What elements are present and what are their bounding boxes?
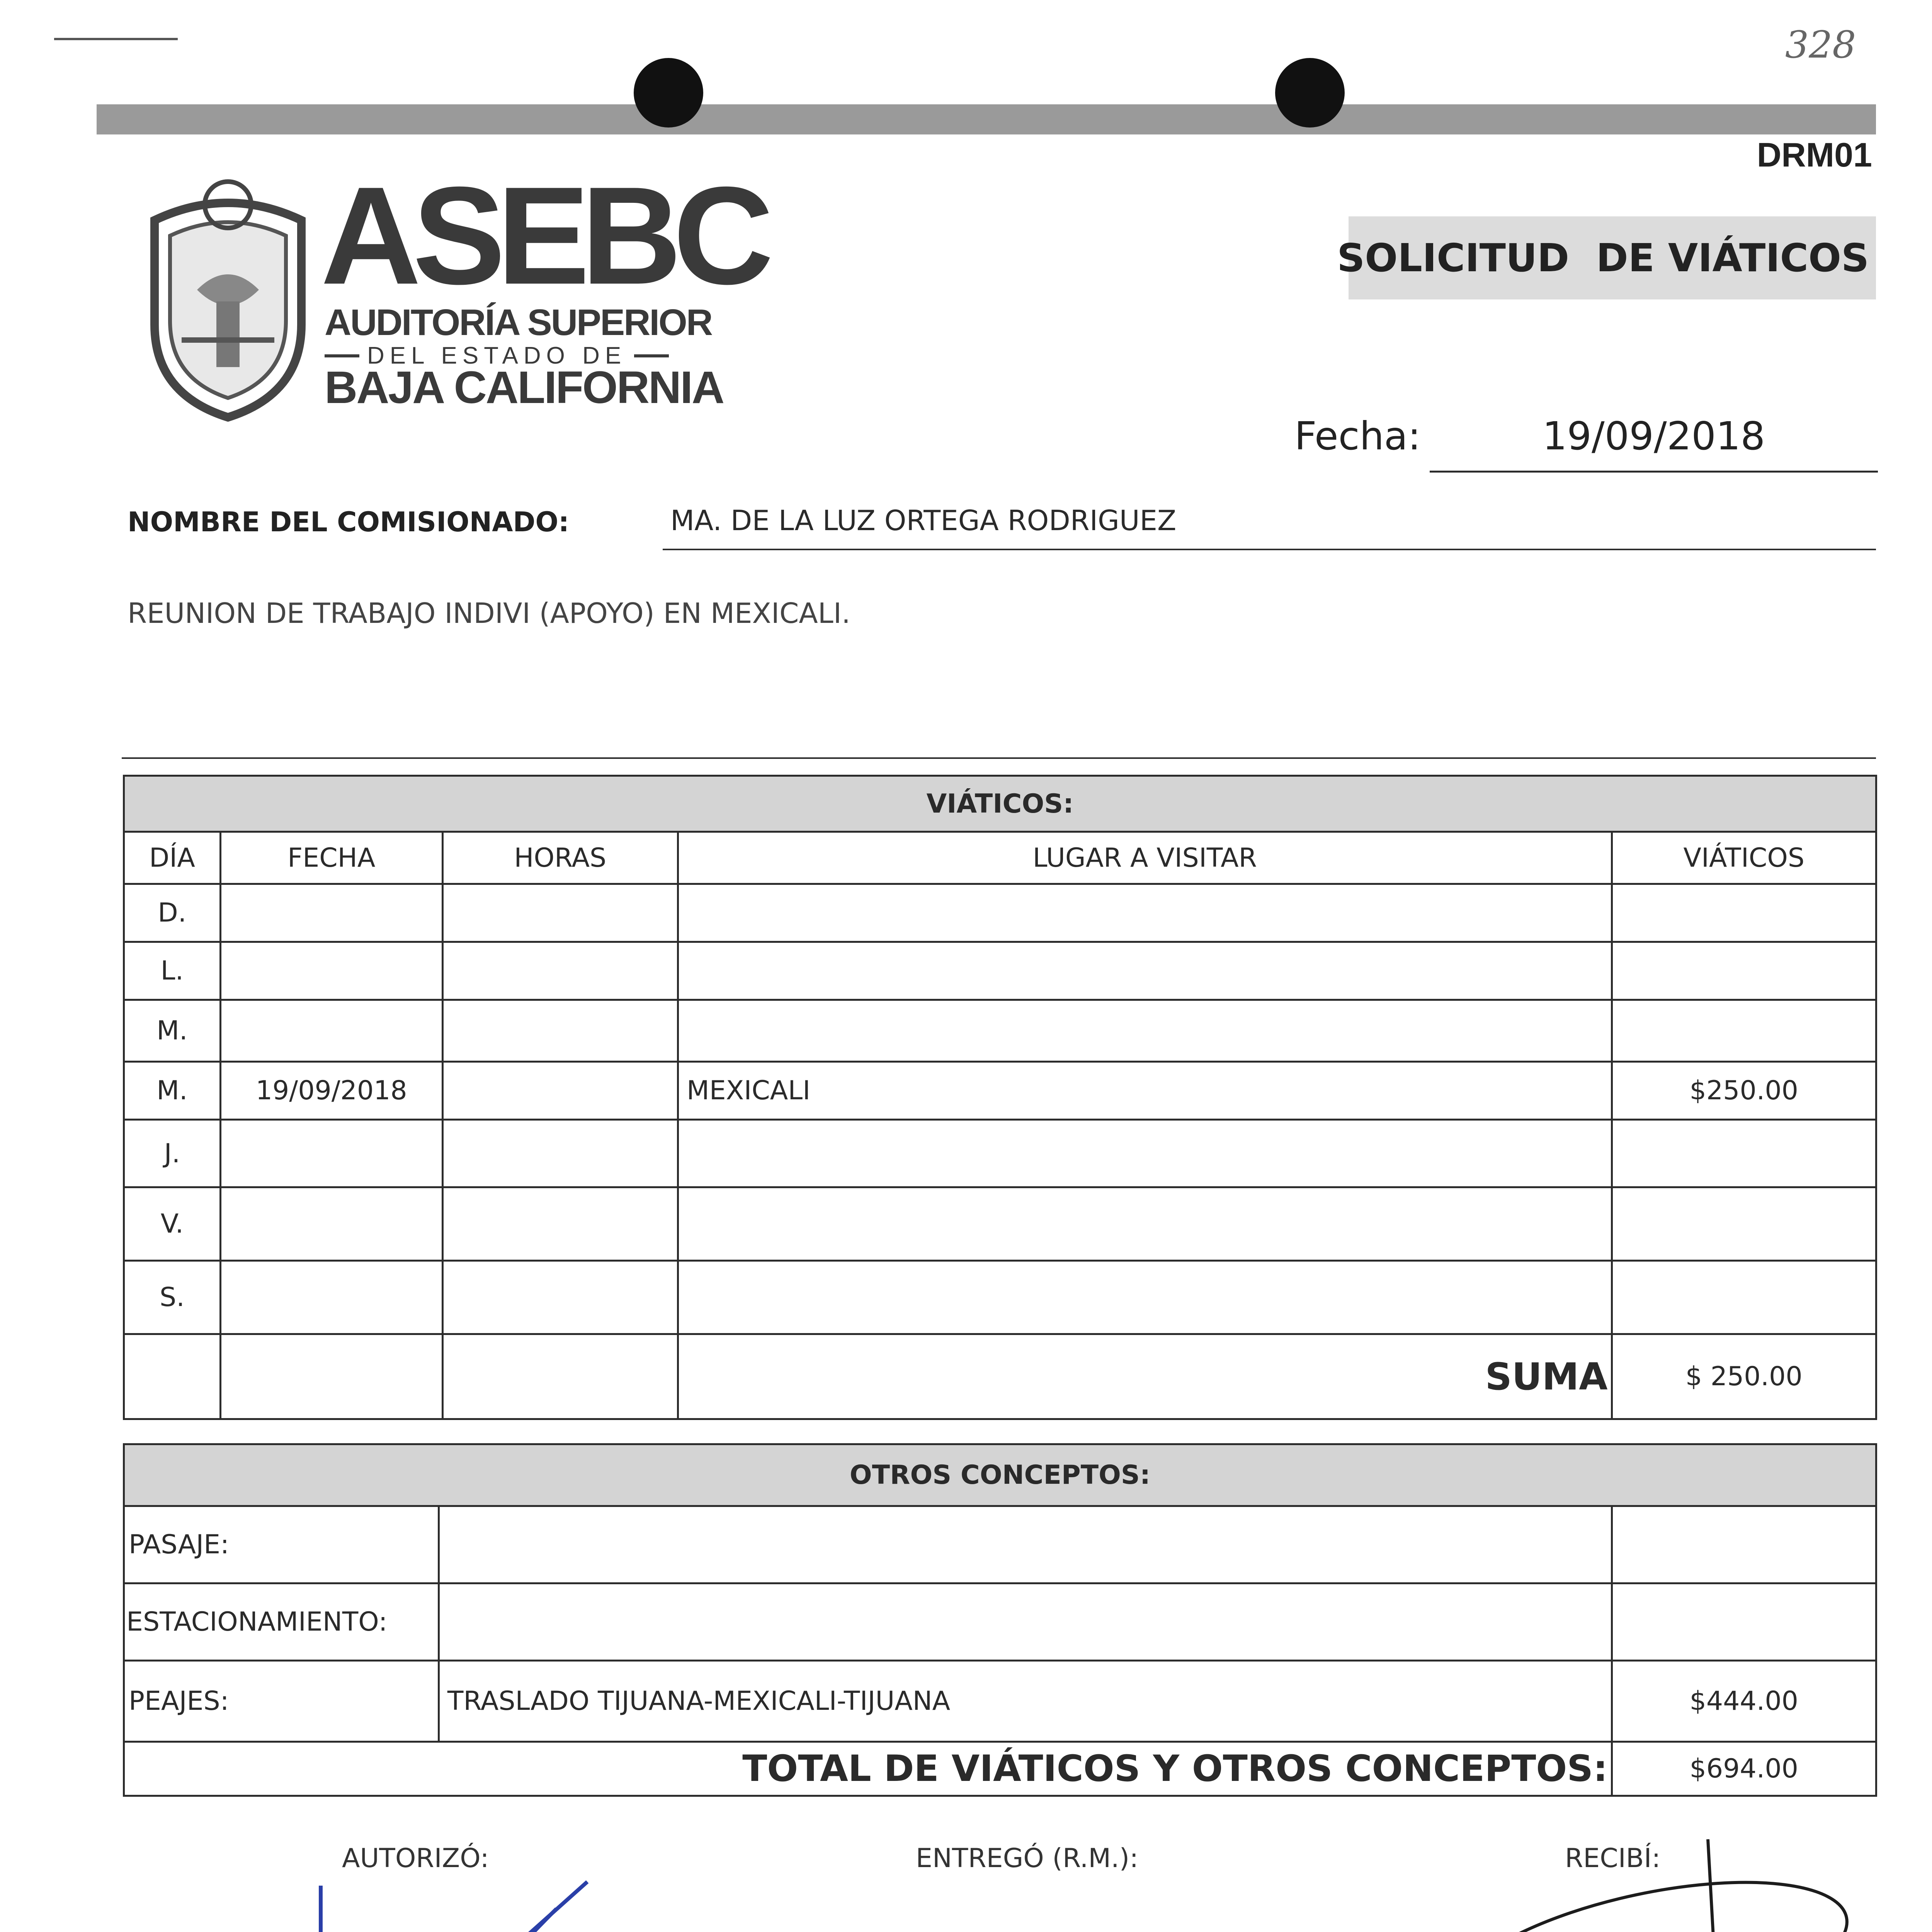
- cell-horas: [442, 1000, 678, 1062]
- cell-horas: [442, 1062, 678, 1120]
- cell-dia: S.: [124, 1261, 221, 1334]
- commissioner-name: MA. DE LA LUZ ORTEGA RODRIGUEZ: [670, 504, 1177, 537]
- concept-desc: [439, 1506, 1612, 1583]
- viaticos-header-row: [124, 832, 1876, 884]
- punch-hole-icon: [1275, 58, 1345, 128]
- concept-label: ESTACIONAMIENTO:: [124, 1583, 439, 1661]
- cell-horas: [442, 884, 678, 942]
- table-row: [124, 1261, 1876, 1334]
- cell-lugar: [678, 1261, 1612, 1334]
- fecha-underline: [1430, 471, 1878, 473]
- cell-viaticos: [1612, 1261, 1876, 1334]
- table-row: [124, 942, 1876, 1000]
- concept-label: PEAJES:: [124, 1661, 439, 1742]
- punch-hole-icon: [634, 58, 703, 128]
- col-horas: HORAS: [442, 832, 678, 884]
- col-viaticos: VIÁTICOS: [1612, 832, 1876, 884]
- cell-fecha: [220, 1120, 442, 1187]
- col-fecha: FECHA: [220, 832, 442, 884]
- state-seal-icon: [139, 162, 317, 429]
- cell-viaticos: [1612, 942, 1876, 1000]
- table-row: [124, 1661, 1876, 1742]
- cell-lugar: [678, 1120, 1612, 1187]
- table-row: [124, 1187, 1876, 1261]
- cell-horas: [442, 1261, 678, 1334]
- table-row: [124, 1000, 1876, 1062]
- cell-fecha: 19/09/2018: [220, 1062, 442, 1120]
- viaticos-table: [123, 775, 1877, 1420]
- form-title: SOLICITUD DE VIÁTICOS: [1349, 216, 1876, 299]
- cell-viaticos: [1612, 1120, 1876, 1187]
- cell-dia: D.: [124, 884, 221, 942]
- viaticos-title: VIÁTICOS:: [124, 776, 1876, 832]
- cell-dia: J.: [124, 1120, 221, 1187]
- total-label: TOTAL DE VIÁTICOS Y OTROS CONCEPTOS:: [124, 1742, 1612, 1796]
- cell-fecha: [220, 1187, 442, 1261]
- cell-fecha: [220, 942, 442, 1000]
- col-dia: DÍA: [124, 832, 221, 884]
- cell-viaticos: [1612, 884, 1876, 942]
- logo-line2: DEL ESTADO DE: [325, 342, 703, 369]
- logo-acronym: ASEBC: [321, 158, 765, 313]
- cell-horas: [442, 942, 678, 1000]
- trip-purpose: REUNION DE TRABAJO INDIVI (APOYO) EN MEXICALI.: [128, 597, 850, 629]
- cell-dia: M.: [124, 1062, 221, 1120]
- suma-row: [124, 1334, 1876, 1419]
- cell-viaticos: [1612, 1000, 1876, 1062]
- concept-desc: TRASLADO TIJUANA-MEXICALI-TIJUANA: [439, 1661, 1612, 1742]
- fecha-value: 19/09/2018: [1542, 413, 1765, 459]
- cell-viaticos: $250.00: [1612, 1062, 1876, 1120]
- suma-label: SUMA: [678, 1334, 1612, 1419]
- cell-horas: [442, 1120, 678, 1187]
- table-row: [124, 1583, 1876, 1661]
- total-value: $694.00: [1612, 1742, 1876, 1796]
- purpose-underline: [122, 757, 1876, 759]
- commissioner-label: NOMBRE DEL COMISIONADO:: [128, 506, 570, 538]
- cell-dia: L.: [124, 942, 221, 1000]
- cell-lugar: [678, 1187, 1612, 1261]
- col-lugar: LUGAR A VISITAR: [678, 832, 1612, 884]
- cell-lugar: [678, 1000, 1612, 1062]
- logo-line1: AUDITORÍA SUPERIOR: [325, 302, 712, 343]
- recibi-caption: RECIBÍ:: [1565, 1843, 1661, 1874]
- cell-dia: M.: [124, 1000, 221, 1062]
- autorizo-signature: [263, 1878, 611, 1932]
- suma-value: $ 250.00: [1612, 1334, 1876, 1419]
- otros-table: [123, 1443, 1877, 1797]
- otros-title: OTROS CONCEPTOS:: [124, 1444, 1876, 1506]
- cell-fecha: [220, 1261, 442, 1334]
- concept-label: PASAJE:: [124, 1506, 439, 1583]
- cell-lugar: [678, 884, 1612, 942]
- page-number: 328: [1785, 23, 1856, 66]
- cell-dia: V.: [124, 1187, 221, 1261]
- cell-fecha: [220, 884, 442, 942]
- fecha-label: Fecha:: [1294, 413, 1421, 459]
- logo-line3: BAJA CALIFORNIA: [325, 362, 724, 413]
- cell-lugar: MEXICALI: [678, 1062, 1612, 1120]
- concept-desc: [439, 1583, 1612, 1661]
- form-code: DRM01: [1757, 136, 1872, 174]
- cell-horas: [442, 1187, 678, 1261]
- table-row: [124, 884, 1876, 942]
- entrego-caption: ENTREGÓ (R.M.):: [916, 1843, 1139, 1874]
- total-row: [124, 1742, 1876, 1796]
- header-bar: [97, 104, 1876, 134]
- autorizo-caption: AUTORIZÓ:: [342, 1843, 489, 1874]
- cell-viaticos: [1612, 1187, 1876, 1261]
- scan-mark: [54, 38, 178, 40]
- commissioner-underline: [663, 549, 1876, 550]
- concept-amount: $444.00: [1612, 1661, 1876, 1742]
- recibi-signature: [1445, 1832, 1917, 1932]
- table-row: [124, 1120, 1876, 1187]
- cell-fecha: [220, 1000, 442, 1062]
- concept-amount: [1612, 1506, 1876, 1583]
- table-row: [124, 1506, 1876, 1583]
- concept-amount: [1612, 1583, 1876, 1661]
- cell-lugar: [678, 942, 1612, 1000]
- table-row: [124, 1062, 1876, 1120]
